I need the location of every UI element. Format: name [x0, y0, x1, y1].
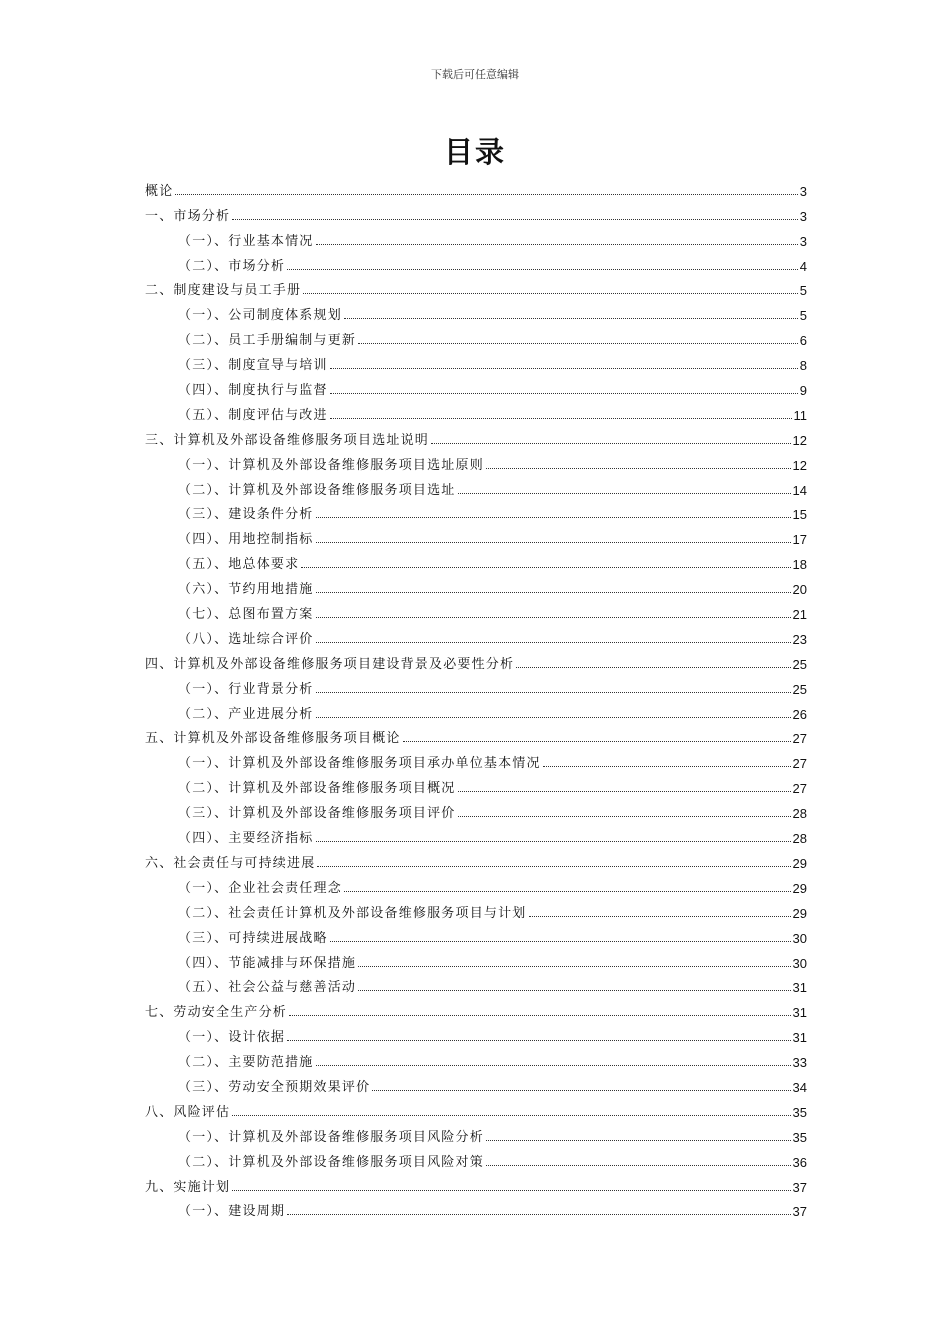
toc-entry-page-number: 18: [792, 557, 807, 573]
toc-entry-label: （八）、选址综合评价: [178, 631, 314, 647]
toc-entry[interactable]: [145, 1145, 807, 1170]
toc-entry[interactable]: [145, 522, 807, 547]
dot-leader: [516, 667, 790, 668]
toc-entry-label: （二）、主要防范措施: [178, 1055, 314, 1071]
toc-entry[interactable]: [145, 448, 807, 473]
dot-leader: [316, 592, 791, 593]
toc-entry[interactable]: [145, 946, 807, 971]
toc-entry-label: 九、实施计划: [145, 1179, 231, 1195]
toc-entry-label: （二）、计算机及外部设备维修服务项目风险对策: [178, 1154, 484, 1170]
dot-leader: [287, 1214, 790, 1215]
toc-entry[interactable]: [145, 1120, 807, 1145]
dot-leader: [175, 194, 797, 195]
dot-leader: [431, 443, 791, 444]
toc-entry[interactable]: [145, 199, 807, 224]
dot-leader: [543, 766, 791, 767]
toc-entry-label: （七）、总图布置方案: [178, 607, 314, 623]
toc-entry-page-number: 31: [792, 980, 807, 996]
toc-entry-label: （三）、建设条件分析: [178, 507, 314, 523]
toc-entry[interactable]: [145, 821, 807, 846]
dot-leader: [330, 393, 798, 394]
toc-entry-page-number: 11: [793, 407, 807, 423]
toc-entry-page-number: 35: [792, 1104, 807, 1120]
toc-entry-page-number: 8: [799, 358, 807, 374]
toc-entry[interactable]: [145, 647, 807, 672]
toc-entry-page-number: 30: [792, 930, 807, 946]
toc-entry-page-number: 3: [799, 233, 807, 249]
toc-entry-label: 概论: [145, 183, 174, 199]
dot-leader: [316, 517, 791, 518]
toc-entry[interactable]: [145, 298, 807, 323]
toc-entry-label: 二、制度建设与员工手册: [145, 283, 302, 299]
toc-entry-label: （一）、公司制度体系规划: [178, 308, 342, 324]
toc-entry-label: （二）、计算机及外部设备维修服务项目概况: [178, 781, 456, 797]
toc-entry[interactable]: [145, 771, 807, 796]
toc-entry-label: （四）、用地控制指标: [178, 532, 314, 548]
dot-leader: [458, 791, 791, 792]
toc-entry-label: 六、社会责任与可持续进展: [145, 855, 316, 871]
toc-entry-page-number: 36: [792, 1154, 807, 1170]
toc-entry-label: （一）、行业基本情况: [178, 233, 314, 249]
toc-entry-label: （一）、计算机及外部设备维修服务项目选址原则: [178, 457, 484, 473]
dot-leader: [316, 841, 791, 842]
toc-entry-label: 一、市场分析: [145, 208, 231, 224]
toc-entry[interactable]: [145, 348, 807, 373]
toc-entry-page-number: 27: [792, 756, 807, 772]
toc-entry-page-number: 27: [792, 731, 807, 747]
toc-entry-label: （一）、建设周期: [178, 1204, 286, 1220]
toc-entry-page-number: 31: [792, 1005, 807, 1021]
toc-entry[interactable]: [145, 871, 807, 896]
toc-entry-page-number: 3: [799, 183, 807, 199]
toc-entry[interactable]: [145, 423, 807, 448]
dot-leader: [486, 1140, 791, 1141]
toc-entry[interactable]: [145, 398, 807, 423]
toc-entry-page-number: 14: [792, 482, 807, 498]
toc-entry-page-number: 17: [792, 532, 807, 548]
toc-entry-label: （五）、地总体要求: [178, 557, 300, 573]
dot-leader: [458, 493, 791, 494]
dot-leader: [316, 717, 791, 718]
dot-leader: [317, 866, 790, 867]
dot-leader: [316, 244, 798, 245]
dot-leader: [316, 692, 791, 693]
dot-leader: [303, 293, 798, 294]
toc-entry[interactable]: [145, 373, 807, 398]
dot-leader: [344, 891, 791, 892]
toc-entry-label: （一）、计算机及外部设备维修服务项目承办单位基本情况: [178, 756, 541, 772]
toc-entry[interactable]: [145, 1020, 807, 1045]
toc-entry-page-number: 27: [792, 781, 807, 797]
toc-entry-page-number: 33: [792, 1055, 807, 1071]
toc-entry-page-number: 9: [799, 383, 807, 399]
toc-entry[interactable]: [145, 547, 807, 572]
toc-entry-label: （二）、市场分析: [178, 258, 286, 274]
dot-leader: [403, 741, 791, 742]
toc-entry[interactable]: [145, 971, 807, 996]
toc-entry[interactable]: [145, 622, 807, 647]
toc-entry-page-number: 35: [792, 1129, 807, 1145]
dot-leader: [358, 343, 798, 344]
toc-entry[interactable]: [145, 174, 807, 199]
toc-entry-page-number: 26: [792, 706, 807, 722]
toc-entry-page-number: 37: [792, 1179, 807, 1195]
toc-entry[interactable]: [145, 1170, 807, 1195]
toc-entry-page-number: 6: [799, 333, 807, 349]
toc-entry-label: 三、计算机及外部设备维修服务项目选址说明: [145, 432, 430, 448]
toc-entry-page-number: 12: [792, 432, 807, 448]
toc-entry[interactable]: [145, 1095, 807, 1120]
dot-leader: [316, 542, 791, 543]
dot-leader: [232, 219, 798, 220]
toc-entry[interactable]: [145, 672, 807, 697]
toc-entry-page-number: 4: [799, 258, 807, 274]
dot-leader: [232, 1115, 790, 1116]
dot-leader: [301, 567, 790, 568]
dot-leader: [316, 1065, 791, 1066]
toc-entry-label: （六）、节约用地措施: [178, 582, 314, 598]
toc-entry-label: （二）、产业进展分析: [178, 706, 314, 722]
toc-entry-label: （三）、制度宣导与培训: [178, 358, 328, 374]
toc-entry-label: （三）、计算机及外部设备维修服务项目评价: [178, 806, 456, 822]
dot-leader: [330, 941, 791, 942]
toc-entry[interactable]: [145, 498, 807, 523]
toc-entry[interactable]: [145, 1045, 807, 1070]
toc-entry-page-number: 25: [792, 656, 807, 672]
toc-entry-page-number: 30: [792, 955, 807, 971]
toc-entry-page-number: 29: [792, 855, 807, 871]
dot-leader: [458, 816, 791, 817]
toc-entry-label: 四、计算机及外部设备维修服务项目建设背景及必要性分析: [145, 656, 515, 672]
dot-leader: [289, 1015, 791, 1016]
dot-leader: [372, 1090, 790, 1091]
toc-entry-label: 七、劳动安全生产分析: [145, 1005, 288, 1021]
toc-entry-page-number: 28: [792, 831, 807, 847]
toc-entry-page-number: 34: [792, 1079, 807, 1095]
toc-entry-label: （一）、企业社会责任理念: [178, 880, 342, 896]
toc-entry-page-number: 29: [792, 880, 807, 896]
dot-leader: [358, 990, 790, 991]
toc-entry[interactable]: [145, 473, 807, 498]
toc-entry-page-number: 5: [799, 308, 807, 324]
toc-entry[interactable]: [145, 921, 807, 946]
toc-entry-page-number: 3: [799, 208, 807, 224]
dot-leader: [358, 966, 790, 967]
dot-leader: [316, 617, 791, 618]
toc-entry-page-number: 21: [792, 607, 807, 623]
toc-entry[interactable]: [145, 572, 807, 597]
toc-entry[interactable]: [145, 224, 807, 249]
toc-entry-label: （五）、制度评估与改进: [178, 407, 328, 423]
toc-entry-page-number: 28: [792, 806, 807, 822]
page-title: 目录: [443, 135, 506, 169]
toc-entry[interactable]: [145, 697, 807, 722]
dot-leader: [232, 1190, 790, 1191]
toc-entry-label: （四）、节能减排与环保措施: [178, 955, 357, 971]
dot-leader: [287, 1040, 790, 1041]
dot-leader: [529, 916, 791, 917]
toc-entry-page-number: 12: [792, 457, 807, 473]
toc-entry-label: （二）、员工手册编制与更新: [178, 333, 357, 349]
table-of-contents: [145, 174, 807, 1219]
toc-entry-page-number: 25: [792, 681, 807, 697]
toc-entry[interactable]: [145, 1070, 807, 1095]
dot-leader: [486, 1165, 791, 1166]
toc-entry-label: （四）、主要经济指标: [178, 831, 314, 847]
toc-entry-label: 八、风险评估: [145, 1104, 231, 1120]
toc-entry-page-number: 29: [792, 905, 807, 921]
toc-entry-label: （一）、设计依据: [178, 1030, 286, 1046]
dot-leader: [330, 418, 792, 419]
toc-entry-label: （二）、计算机及外部设备维修服务项目选址: [178, 482, 456, 498]
toc-entry[interactable]: [145, 597, 807, 622]
dot-leader: [344, 318, 798, 319]
toc-entry-page-number: 15: [792, 507, 807, 523]
toc-entry[interactable]: [145, 249, 807, 274]
toc-entry[interactable]: [145, 323, 807, 348]
toc-entry[interactable]: [145, 995, 807, 1020]
toc-entry[interactable]: [145, 1195, 807, 1220]
toc-entry-page-number: 31: [792, 1030, 807, 1046]
toc-entry-label: （一）、计算机及外部设备维修服务项目风险分析: [178, 1129, 484, 1145]
toc-entry[interactable]: [145, 796, 807, 821]
header-note: 下载后可任意编辑: [431, 68, 519, 81]
toc-entry-label: （五）、社会公益与慈善活动: [178, 980, 357, 996]
toc-entry[interactable]: [145, 846, 807, 871]
dot-leader: [330, 368, 798, 369]
toc-entry-label: （四）、制度执行与监督: [178, 383, 328, 399]
toc-entry-page-number: 20: [792, 582, 807, 598]
toc-entry-label: （二）、社会责任计算机及外部设备维修服务项目与计划: [178, 905, 527, 921]
dot-leader: [316, 642, 791, 643]
dot-leader: [287, 269, 798, 270]
toc-entry-label: （三）、可持续进展战略: [178, 930, 328, 946]
toc-entry[interactable]: [145, 896, 807, 921]
dot-leader: [486, 468, 791, 469]
toc-entry-label: 五、计算机及外部设备维修服务项目概论: [145, 731, 401, 747]
toc-entry-label: （三）、劳动安全预期效果评价: [178, 1079, 371, 1095]
toc-entry-page-number: 23: [792, 631, 807, 647]
toc-entry[interactable]: [145, 274, 807, 299]
toc-entry[interactable]: [145, 722, 807, 747]
toc-entry-page-number: 37: [792, 1204, 807, 1220]
toc-entry-label: （一）、行业背景分析: [178, 681, 314, 697]
toc-entry[interactable]: [145, 746, 807, 771]
toc-entry-page-number: 5: [799, 283, 807, 299]
